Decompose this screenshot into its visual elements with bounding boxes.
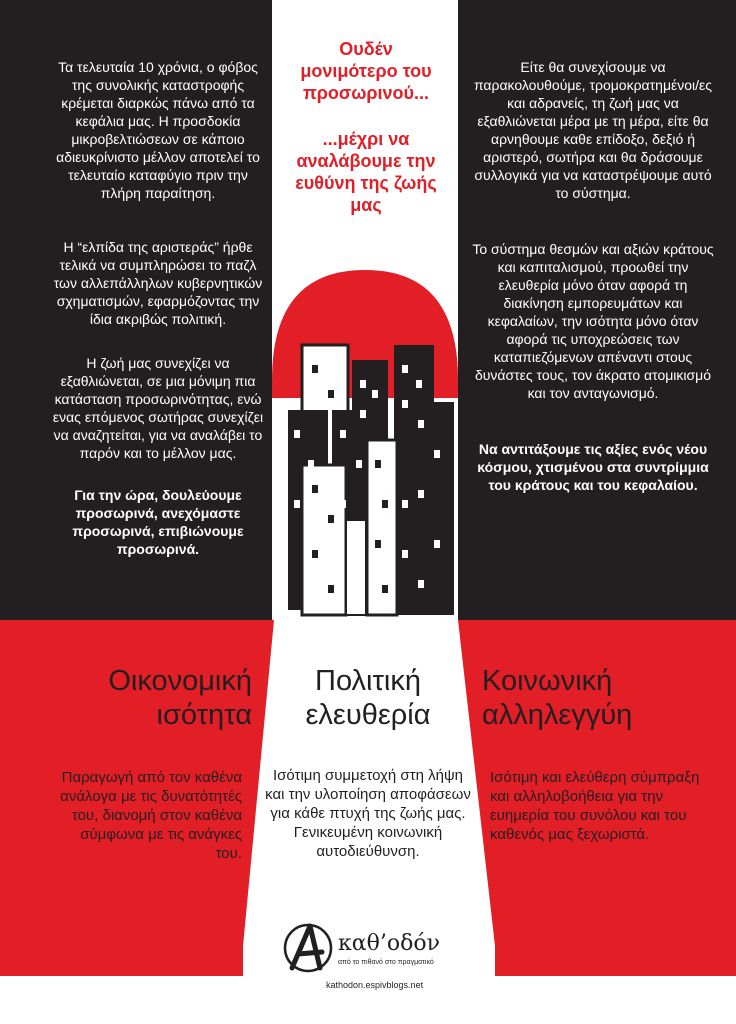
center-column-text: [262, 766, 474, 861]
left-heading-line-1: Οικονομική: [108, 665, 252, 697]
left-paragraph-3: Η ζωή μας συνεχίζει να εξαθλιώνεται, σε μια μόνιμη πια κατάσταση προσωρινότητας, ενώ ενας επόμενος σωτήρας συνεχίζει να αναζητείται, για να αναλάβει το παρόν και το μέλλον μας.: [52, 355, 264, 461]
left-column-paragraph: Παραγωγή από τον καθένα ανάλογα με τις δυνατότητές του, διανομή στον καθένα σύμφωνα με τις ανάγκες του.: [60, 769, 242, 862]
center-heading-line-2: ελευθερία: [305, 699, 431, 731]
logo-name: καθ’οδόν: [338, 931, 440, 956]
center-title: Ουδέν μονιμότερο του προσωρινού...: [300, 39, 432, 103]
city-skyline-illustration: [272, 270, 458, 620]
right-paragraph-2: Το σύστημα θεσμών και αξιών κράτους και καπιταλισμού, προωθεί την ελευθερία μόνο όταν αφορά τη διακίνηση εμπορευμάτων και κεφαλαίων, την ισότητα μόνο όταν αφορά τις υποχρεώσεις των καταπιεζόμενων απέναντι στους δυνάστες τους, τον άκρατο ατομικισμό και τον ανταγωνισμό.: [472, 241, 714, 401]
bottom-left-red-strip: [0, 946, 243, 976]
left-paragraph-1: Τα τελευταία 10 χρόνια, ο φόβος της συνολικής καταστροφής κρέμεται διαρκώς πάνω από τα κεφάλια μας. Η προσδοκία μικροβελτιώσεων σε κάποιο αδιευκρίνιστο μέλλον αποτελεί το τελευταίο καταφύγιο πριν την πλήρη παραίτηση.: [56, 59, 260, 201]
right-heading-line-1: Κοινωνική: [482, 665, 613, 697]
left-heading: [20, 664, 252, 732]
logo: [282, 922, 472, 1002]
center-heading-line-1: Πολιτική: [315, 665, 421, 697]
left-column-text: [52, 768, 242, 863]
left-heading-line-2: ισότητα: [156, 699, 252, 731]
building: [346, 520, 366, 615]
center-column-paragraph: Ισότιμη συμμετοχή στη λήψη και την υλοποίηση αποφάσεων για κάθε πτυχή της ζωής μας. Γενικευμένη κοινωνική αυτοδιεύθυνση.: [265, 767, 471, 860]
right-closing-bold: Να αντιτάξουμε τις αξίες ενός νέου κόσμου, χτισμένου στα συντρίμμια του κράτους και του κεφαλαίου.: [477, 441, 709, 493]
top-left-text: [52, 58, 264, 558]
right-heading: [482, 664, 722, 732]
center-heading: [278, 664, 458, 732]
center-title-block: [290, 38, 442, 216]
circle-a-icon: [282, 922, 334, 974]
logo-website[interactable]: kathodon.espivblogs.net: [326, 980, 424, 990]
center-subtitle: ...μέχρι να αναλάβουμε την ευθύνη της ζωής μας: [295, 129, 437, 215]
right-heading-line-2: αλληλεγγύη: [482, 699, 633, 731]
logo-tagline: από το πιθανό στο πραγματικό: [338, 959, 434, 966]
right-paragraph-1: Είτε θα συνεχίσουμε να παρακολουθούμε, τρομοκρατημένοι/ες και αδρανείς, τη ζωή μας να εξαθλιώνεται μέρα με τη μέρα, είτε θα αρνηθουμε καθε επίδοξο, δεξιό ή αριστερό, σωτήρα και θα δράσουμε συλλογικά για να καταστρέψουμε αυτό το σύστημα.: [473, 59, 713, 201]
building: [302, 465, 346, 615]
right-column-paragraph: Ισότιμη και ελεύθερη σύμπραξη και αλληλοβοήθεια για την ευημερία του συνόλου και του καθενός μας ξεχωριστά.: [490, 769, 700, 843]
left-paragraph-2: Η “ελπίδα της αριστεράς” ήρθε τελικά να συμπληρώσει το παζλ των αλλεπάλληλων κυβερνητικών σχηματισμών, εφαρμόζοντας την ίδια ακριβώς πολιτική.: [53, 239, 263, 327]
bottom-right-red-strip: [495, 946, 736, 976]
right-column-text: [490, 768, 700, 844]
top-right-text: [472, 58, 714, 494]
left-closing-bold: Για την ώρα, δουλεύουμε προσωρινά, ανεχόμαστε προσωρινά, επιβιώνουμε προσωρινά.: [72, 487, 244, 557]
